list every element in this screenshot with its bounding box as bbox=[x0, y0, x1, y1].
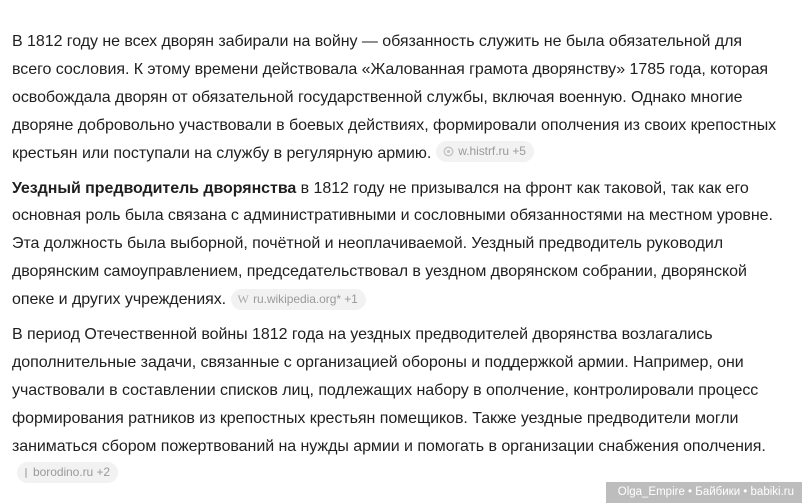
paragraph-2 bbox=[12, 175, 782, 315]
source-chip-wikipedia[interactable] bbox=[231, 289, 366, 310]
paragraph-text: В период Отечественной войны 1812 года на уездных предводителей дворянства возлагались дополнительные задачи, связанные с организацией обороны и поддержкой армии. Например, они участвовали в составлении списков лиц, подлежащих набору в ополчение, контролировали процесс формирования ратников из крепостных крестьян помещиков. Также уездные предводители могли заниматься сбором пожертвований на нужды армии и помогать в организации снабжения ополчения. bbox=[12, 326, 766, 455]
answer-text bbox=[12, 28, 782, 496]
bold-term: Уездный предводитель дворянства bbox=[12, 179, 297, 197]
paragraph-text: В 1812 году не всех дворян забирали на войну — обязанность служить не была обязательной для всего сословия. К этому времени действовала «Жалованная грамота дворянству» 1785 года, которая освобождала дворян от обязательной государственной службы, включая военную. Однако многие дворяне добровольно участвовали в боевых действиях, формировали ополчения из своих крепостных крестьян или поступали на службу в регулярную армию. bbox=[12, 33, 777, 162]
watermark: Olga_Empire • Байбики • babiki.ru bbox=[606, 482, 802, 503]
source-label: borodino.ru +2 bbox=[33, 465, 111, 480]
paragraph-3 bbox=[12, 321, 782, 488]
paragraph-text: в 1812 году не призывался на фронт как таковой, так как его основная роль была связана с административными и сословными обязанностями на местном уровне. Эта должность была выборной, почётной и неоплачиваемой. Уездный предводитель руководил дворянским самоуправлением, председательствовал в уездном дворянском собрании, дворянской опеке и других учреждениях. bbox=[12, 179, 773, 309]
wikipedia-icon: W bbox=[237, 292, 249, 307]
histrf-favicon-icon bbox=[442, 145, 454, 157]
source-chip-histrf[interactable] bbox=[436, 141, 534, 162]
borodino-favicon-icon bbox=[23, 467, 29, 479]
source-label: w.histrf.ru +5 bbox=[458, 143, 526, 158]
source-chip-borodino[interactable] bbox=[17, 462, 118, 483]
source-label: ru.wikipedia.org* +1 bbox=[253, 291, 358, 306]
paragraph-1 bbox=[12, 28, 782, 168]
